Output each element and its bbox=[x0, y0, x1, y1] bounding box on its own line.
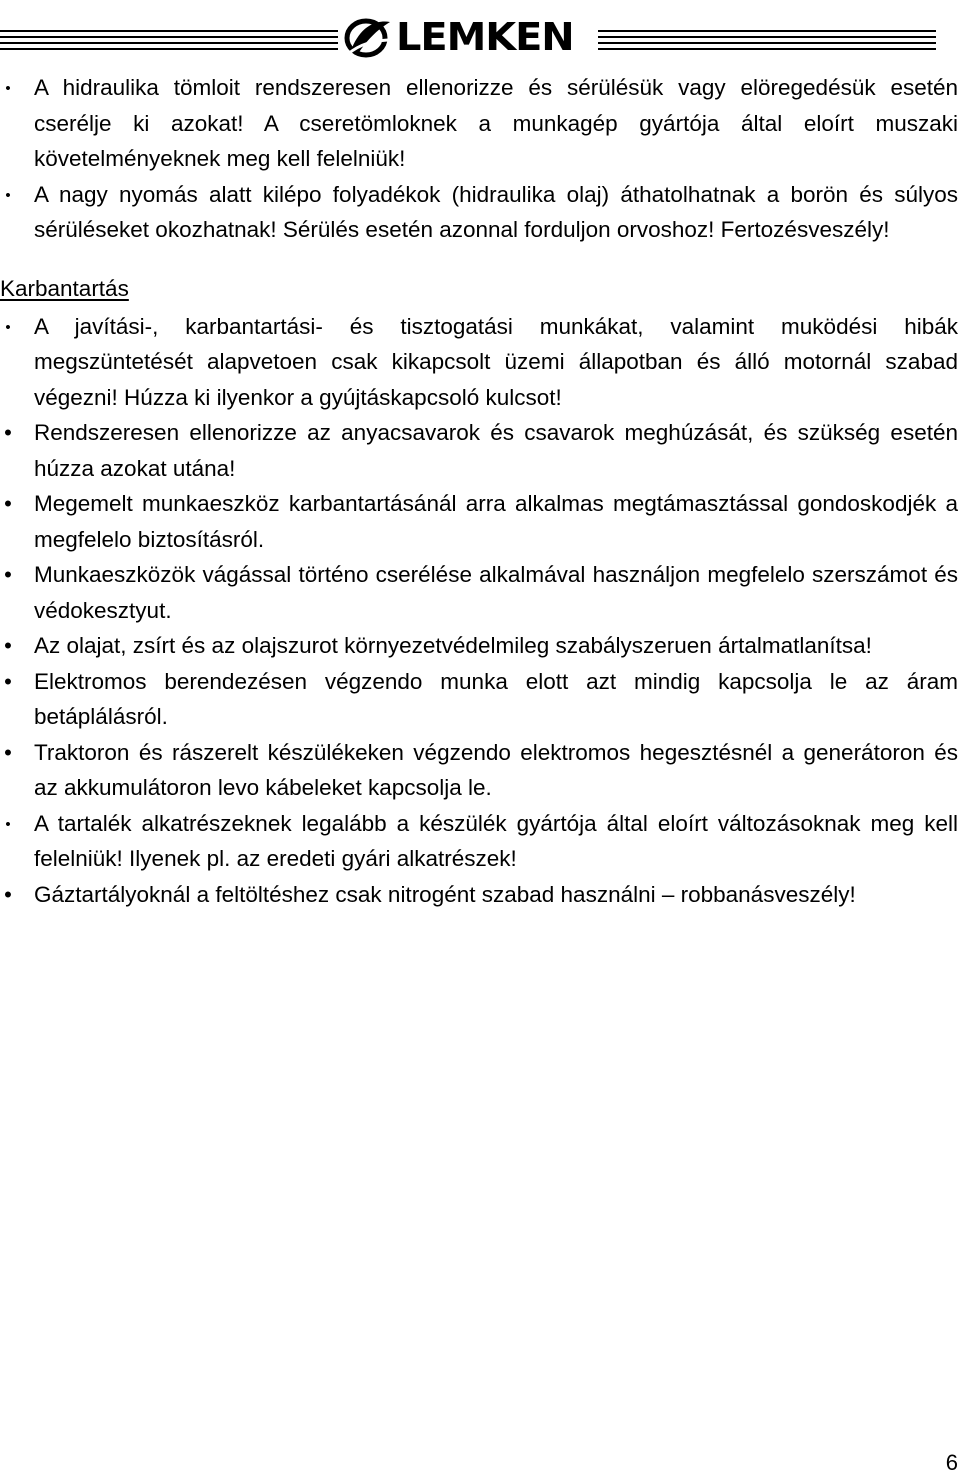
bullet-icon: • bbox=[4, 668, 12, 694]
bullet-icon: • bbox=[5, 80, 11, 97]
intro-list bbox=[0, 70, 958, 248]
list-item-text: A nagy nyomás alatt kilépo folyadékok (hidraulika olaj) áthatolhatnak a borön és súlyos sérüléseket okozhatnak! Sérülés esetén azonnal forduljon orvoshoz! Fertozésveszély! bbox=[34, 181, 958, 242]
list-item-text: Munkaeszközök vágással történo cserélése alkalmával használjon megfelelo szerszámot és védokesztyut. bbox=[34, 562, 958, 623]
list-item bbox=[0, 415, 958, 486]
list-item bbox=[0, 486, 958, 557]
list-item bbox=[0, 628, 958, 664]
list-item bbox=[0, 557, 958, 628]
bullet-icon: • bbox=[4, 881, 12, 907]
page-header bbox=[0, 10, 960, 70]
list-item-text: A javítási-, karbantartási- és tisztogatási munkákat, valamint muködési hibák megszüntetését alapvetoen csak kikapcsolt üzemi állapotban és álló motornál szabad végezni! Húzza ki ilyenkor a gyújtáskapcsoló kulcsot! bbox=[34, 313, 958, 410]
brand-wordmark: LEMKEN bbox=[396, 15, 574, 59]
bullet-icon: • bbox=[4, 739, 12, 765]
bullet-icon: • bbox=[4, 491, 12, 516]
list-item-text: A tartalék alkatrészeknek legalább a készülék gyártója által eloírt változásoknak meg kell felelniük! Ilyenek pl. az eredeti gyári alkatrészek! bbox=[34, 810, 958, 871]
document-body bbox=[0, 70, 958, 912]
brand-logo bbox=[344, 14, 594, 60]
list-item-text: Az olajat, zsírt és az olajszurot környezetvédelmileg szabályszeruen ártalmatlanítsa! bbox=[34, 633, 872, 658]
list-item bbox=[0, 177, 958, 248]
list-item bbox=[0, 735, 958, 806]
bullet-icon: • bbox=[5, 186, 11, 204]
section-heading: Karbantartás bbox=[0, 275, 129, 301]
lemken-emblem-icon bbox=[344, 14, 394, 60]
header-rule-left bbox=[0, 30, 338, 52]
list-item-text: Gáztartályoknál a feltöltéshez csak nitrogént szabad használni – robbanásveszély! bbox=[34, 881, 856, 907]
list-item bbox=[0, 309, 958, 416]
bullet-icon: • bbox=[5, 815, 11, 833]
bullet-icon: • bbox=[4, 562, 12, 587]
header-rule-right bbox=[598, 30, 936, 52]
list-item bbox=[0, 664, 958, 735]
list-item-text: Traktoron és rászerelt készülékeken végzendo elektromos hegesztésnél a generátoron és az akkumulátoron levo kábeleket kapcsolja le. bbox=[34, 739, 958, 800]
bullet-icon: • bbox=[4, 420, 12, 445]
list-item bbox=[0, 70, 958, 177]
bullet-icon: • bbox=[4, 633, 12, 658]
list-item bbox=[0, 806, 958, 877]
bullet-icon: • bbox=[5, 318, 11, 336]
page-number: 6 bbox=[945, 1450, 958, 1475]
list-item-text: Megemelt munkaeszköz karbantartásánál arra alkalmas megtámasztással gondoskodjék a megfelelo biztosításról. bbox=[34, 491, 958, 552]
list-item bbox=[0, 877, 958, 913]
maintenance-list bbox=[0, 309, 958, 913]
list-item-text: Elektromos berendezésen végzendo munka elott azt mindig kapcsolja le az áram betáplálásról. bbox=[34, 668, 958, 729]
list-item-text: A hidraulika tömloit rendszeresen ellenorizze és sérülésük vagy elöregedésük esetén cserélje ki azokat! A cseretömloknek a munkagép gyártója által eloírt muszaki követelményeknek meg kell felelniük! bbox=[34, 75, 958, 171]
list-item-text: Rendszeresen ellenorizze az anyacsavarok és csavarok meghúzását, és szükség esetén húzza azokat utána! bbox=[34, 420, 958, 481]
